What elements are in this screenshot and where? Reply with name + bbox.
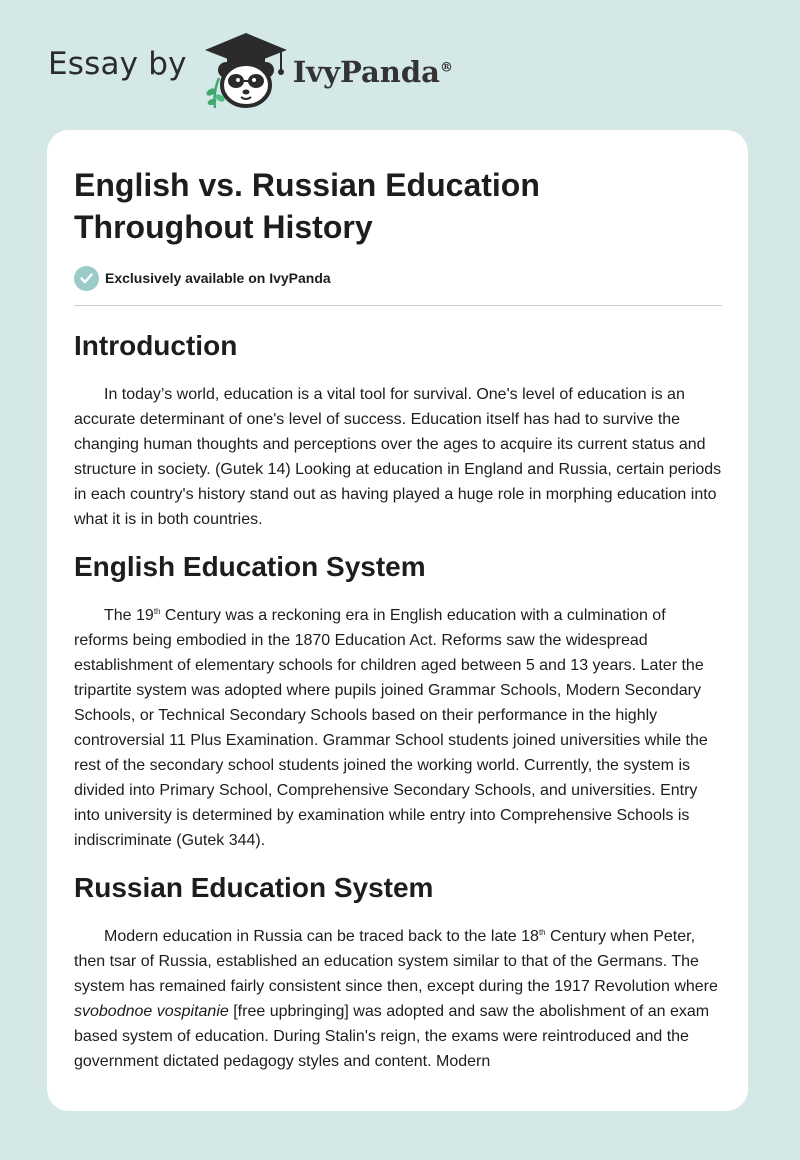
brand-name[interactable]: IvyPanda® [292, 55, 453, 89]
paragraph-english: The 19th Century was a reckoning era in English education with a culmination of reforms being embodied in the 1870 Education Act. Reforms saw the widespread establishment of elementary schools for children aged between 5 and 13 years. Later the tripartite system was adopted where pupils joined Grammar Schools, Modern Secondary Schools, or Technical Secondary Schools based on their performance in the highly controversial 11 Plus Examination. Grammar School students joined universities while the rest of the secondary school students joined the working world. Currently, the system is divided into Primary School, Comprehensive Secondary Schools, and universities. Entry into university is determined by examination while entry into Comprehensive Schools is indiscriminate (Gutek 344). [74, 607, 708, 849]
section-heading-russian: Russian Education System [74, 872, 434, 903]
brand-prefix: Essay by [48, 46, 187, 82]
check-icon [74, 266, 99, 291]
panda-graduation-logo-icon[interactable] [201, 30, 291, 110]
site-header [48, 30, 453, 110]
essay-title-line-1: English vs. Russian Education [74, 167, 540, 203]
exclusive-note [74, 264, 722, 292]
registered-mark: ® [439, 60, 453, 76]
paragraph-introduction: In today’s world, education is a vital tool for survival. One's level of education is an accurate determinant of one's level of success. Education itself has had to survive the changing human thoughts and perceptions over the ages to acquire its current status and structure in society. (Gutek 14) Looking at education in England and Russia, certain periods in each country's history stand out as having played a huge role in morphing education into what it is in both countries. [74, 386, 722, 528]
essay-title-line-2: Throughout History [74, 209, 373, 245]
paragraph-russian: Modern education in Russia can be traced back to the late 18th Century when Peter, then tsar of Russia, established an education system similar to that of the Germans. The system has remained fairly consistent since then, except during the 1917 Revolution where svobodnoe vospitanie [free upbringing] was adopted and saw the abolishment of an exam based system of education. During Stalin's reign, the exams were reintroduced and the government dictated pedagogy styles and content. Modern [74, 928, 718, 1070]
essay-title [74, 164, 722, 248]
section-heading-english: English Education System [74, 551, 426, 582]
title-divider [74, 305, 722, 306]
exclusive-label: Exclusively available on IvyPanda [105, 270, 331, 286]
section-heading-introduction: Introduction [74, 330, 238, 361]
essay-card [47, 130, 748, 1111]
